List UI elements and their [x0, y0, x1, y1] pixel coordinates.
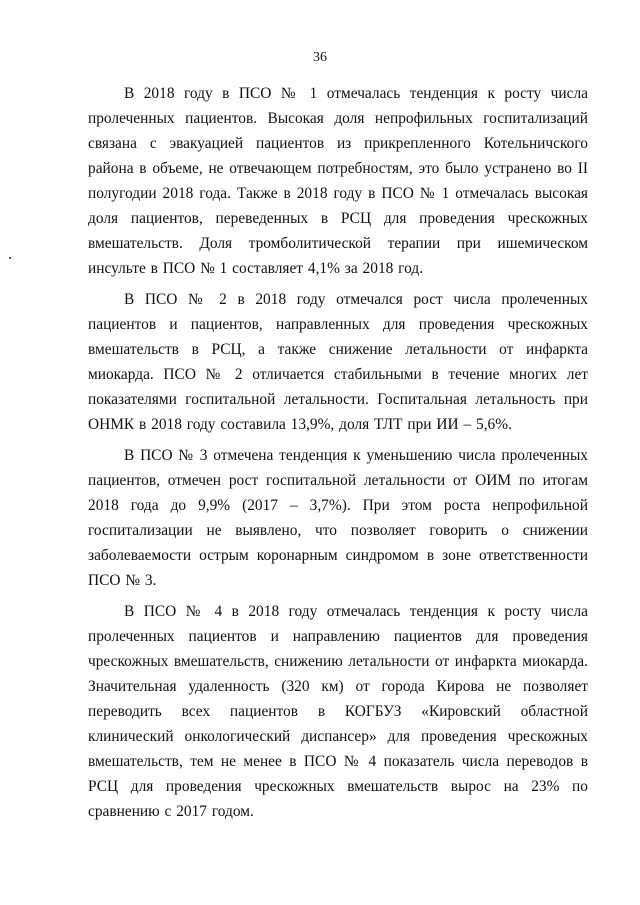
scan-margin-mark — [9, 257, 11, 259]
paragraph-pso-1: В 2018 году в ПСО № 1 отмечалась тенденция к росту числа пролеченных пациентов. Высокая доля непрофильных госпитализаций связана с эвакуацией пациентов из прикрепленного Котельничского района в объеме, не отвечающем потребностям, это было устранено во II полугодии 2018 года. Также в 2018 году в ПСО № 1 отмечалась высокая доля пациентов, переведенных в РСЦ для проведения чрескожных вмешательств. Доля тромболитической терапии при ишемическом инсульте в ПСО № 1 составляет 4,1% за 2018 год. — [88, 85, 588, 277]
page-number: 36 — [313, 50, 327, 65]
paragraph-pso-3: В ПСО № 3 отмечена тенденция к уменьшению числа пролеченных пациентов, отмечен рост госпитальной летальности от ОИМ по итогам 2018 года до 9,9% (2017 – 3,7%). При этом роста непрофильной госпитализации не выявлено, что позволяет говорить о снижении заболеваемости острым коронарным синдромом в зоне ответственности ПСО № 3. — [88, 447, 588, 589]
paragraph-pso-2: В ПСО № 2 в 2018 году отмечался рост числа пролеченных пациентов и пациентов, направленных для проведения чрескожных вмешательств в РСЦ, а также снижение летальности от инфаркта миокарда. ПСО № 2 отличается стабильными в течение многих лет показателями госпитальной летальности. Госпитальная летальность при ОНМК в 2018 году составила 13,9%, доля ТЛТ при ИИ – 5,6%. — [88, 291, 588, 433]
document-body — [88, 81, 588, 830]
paragraph-pso-4: В ПСО № 4 в 2018 году отмечалась тенденция к росту числа пролеченных пациентов и направлению пациентов для проведения чрескожных вмешательств, снижению летальности от инфаркта миокарда. Значительная удаленность (320 км) от города Кирова не позволяет переводить всех пациентов в КОГБУЗ «Кировский областной клинический онкологический диспансер» для проведения чрескожных вмешательств, тем не менее в ПСО № 4 показатель числа переводов в РСЦ для проведения чрескожных вмешательств вырос на 23% по сравнению с 2017 годом. — [88, 603, 588, 820]
